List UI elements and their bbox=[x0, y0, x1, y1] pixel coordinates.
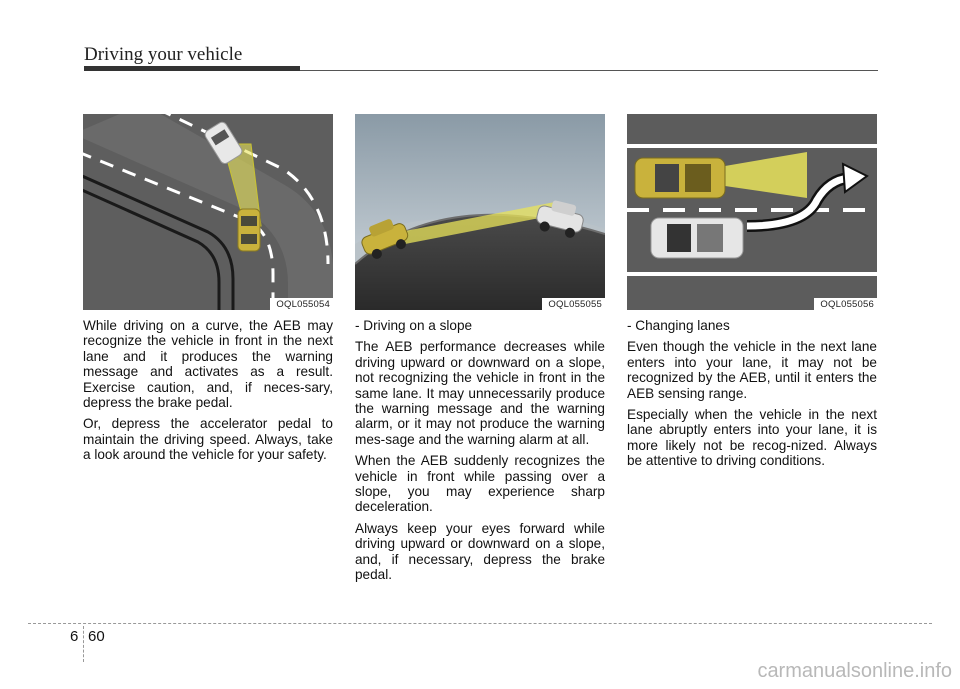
watermark: carmanualsonline.info bbox=[757, 660, 952, 682]
figure-lanes bbox=[627, 114, 877, 310]
paragraph: When the AEB suddenly recognizes the vehicle in front while passing over a slope, you may experience sharp deceleration. bbox=[355, 453, 605, 515]
column-curve bbox=[83, 114, 333, 469]
header-rule-thin bbox=[300, 70, 878, 71]
lanes-illustration bbox=[627, 114, 877, 310]
paragraph: Especially when the vehicle in the next lane abruptly enters into your lane, it is more likely not be recog-nized. Always be attentive to driving conditions. bbox=[627, 407, 877, 469]
paragraph: The AEB performance decreases while driving upward or downward on a slope, not recognizing the vehicle in front in the same lane. It may unnecessarily produce the warning message and the warning alarm, or it may not produce the warning mes-sage and the warning alarm at all. bbox=[355, 339, 605, 447]
paragraph: While driving on a curve, the AEB may recognize the vehicle in front in the next lane and it produces the warning message and activates as a result. Exercise caution, and, if neces-sary, depress the brake pedal. bbox=[83, 318, 333, 411]
paragraph: Always keep your eyes forward while driving upward or downward on a slope, and, if necessary, depress the brake pedal. bbox=[355, 520, 605, 583]
chapter-number: 6 bbox=[70, 628, 79, 645]
paragraph: - Driving on a slope bbox=[355, 318, 473, 333]
paragraph: Even though the vehicle in the next lane enters into your lane, it may not be recognized by the AEB, until it enters the AEB sensing range. bbox=[627, 339, 877, 401]
column-lanes bbox=[627, 114, 877, 475]
figure-code: OQL055054 bbox=[270, 298, 333, 310]
page-number: 60 bbox=[88, 628, 105, 645]
column-slope bbox=[355, 114, 605, 589]
page-header-title: Driving your vehicle bbox=[84, 44, 243, 65]
column-text bbox=[627, 318, 877, 469]
figure-code: OQL055056 bbox=[814, 298, 877, 310]
header-rule bbox=[84, 66, 300, 71]
page-number-divider bbox=[83, 626, 84, 662]
column-text bbox=[355, 318, 605, 583]
slope-illustration bbox=[355, 114, 605, 310]
figure-curve bbox=[83, 114, 333, 310]
curve-illustration bbox=[83, 114, 333, 310]
figure-code: OQL055055 bbox=[542, 298, 605, 310]
footer-rule bbox=[28, 623, 932, 624]
column-text bbox=[83, 318, 333, 463]
paragraph: - Changing lanes bbox=[627, 318, 730, 333]
figure-slope bbox=[355, 114, 605, 310]
paragraph: Or, depress the accelerator pedal to maintain the driving speed. Always, take a look around the vehicle for your safety. bbox=[83, 416, 333, 463]
